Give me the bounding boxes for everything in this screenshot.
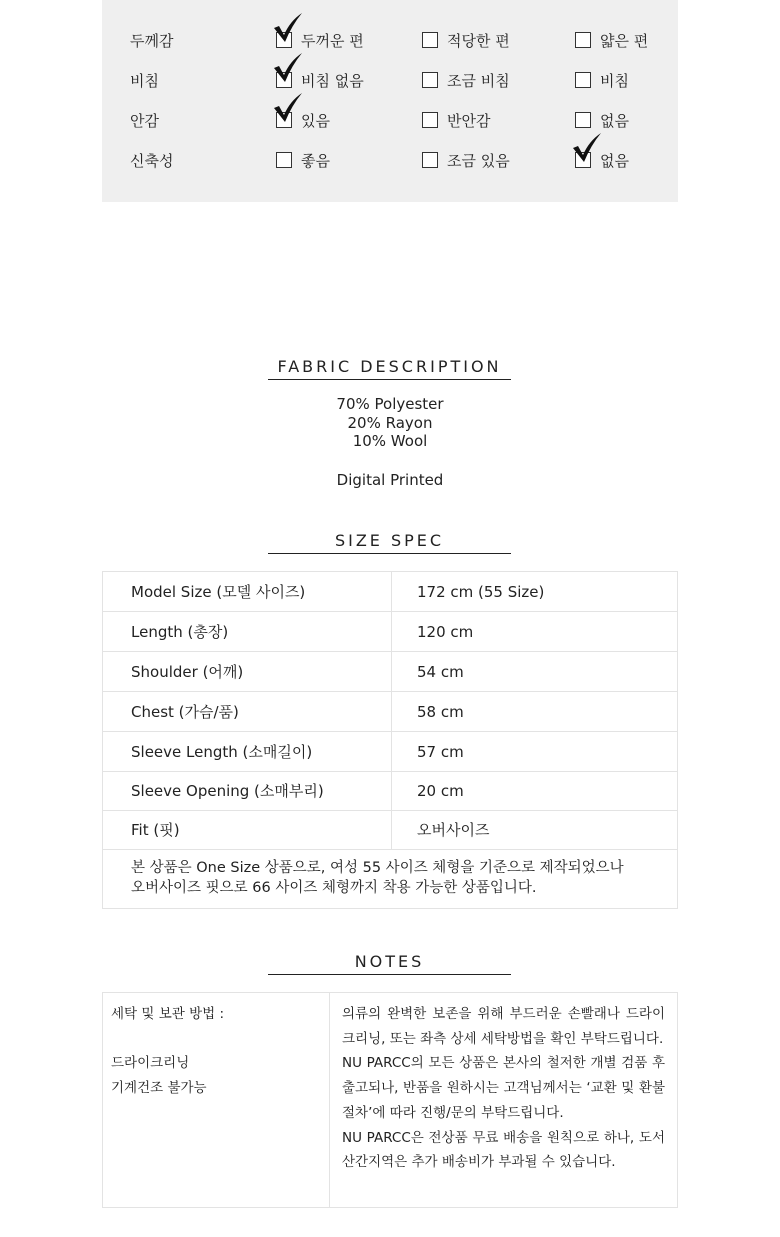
attribute-label: 비침: [130, 72, 159, 90]
table-row: [103, 732, 677, 772]
fabric-attributes-panel: [102, 0, 678, 202]
size-key: Sleeve Opening (소매부리): [131, 782, 324, 800]
attribute-label: 안감: [130, 112, 159, 130]
notes-table: [102, 992, 678, 1208]
attribute-label: 신축성: [130, 152, 174, 170]
size-value: 54 cm: [417, 663, 464, 681]
size-spec-title: SIZE SPEC: [268, 531, 511, 554]
checkmark-icon: [569, 131, 603, 165]
checkbox[interactable]: [575, 32, 591, 48]
care-title: 세탁 및 보관 방법 :: [111, 1006, 225, 1022]
notes-paragraph: NU PARCC의 모든 상품은 본사의 철저한 개별 검품 후 출고되나, 반품을 원하시는 고객님께서는 ‘교환 및 환불 절차’에 따라 진행/문의 부탁드립니다.: [342, 1055, 665, 1121]
size-value: 20 cm: [417, 782, 464, 800]
table-row: [103, 772, 677, 811]
size-key: Chest (가슴/품): [131, 703, 239, 721]
checkmark-icon: [270, 51, 304, 85]
notes-paragraph: 의류의 완벽한 보존을 위해 부드러운 손빨래나 드라이크리닝, 또는 좌측 상세 세탁방법을 확인 부탁드립니다.: [342, 1006, 665, 1047]
attribute-row-sheerness: 비침 비침 없음 조금 비침 비침: [102, 69, 678, 93]
fabric-line: 70% Polyester: [336, 395, 444, 413]
size-spec-table: [102, 571, 678, 909]
attribute-row-lining: 안감 있음 반안감 없음: [102, 109, 678, 133]
size-note-line: 오버사이즈 핏으로 66 사이즈 체형까지 착용 가능한 상품입니다.: [131, 880, 537, 896]
checkbox[interactable]: [422, 112, 438, 128]
fabric-line: 20% Rayon: [347, 413, 433, 432]
checkbox[interactable]: [422, 32, 438, 48]
attribute-label: 두께감: [130, 32, 174, 50]
table-row: [103, 612, 677, 652]
size-value: 120 cm: [417, 623, 474, 641]
size-value: 오버사이즈: [417, 821, 490, 839]
size-key: Model Size (모델 사이즈): [131, 583, 306, 601]
size-key: Sleeve Length (소매길이): [131, 743, 313, 761]
fabric-line: 10% Wool: [352, 432, 428, 450]
size-note-line: 본 상품은 One Size 상품으로, 여성 55 사이즈 체형을 기준으로 제작되었으나: [131, 860, 624, 876]
table-row: [103, 692, 677, 732]
size-key: Fit (핏): [131, 821, 180, 839]
care-instructions: [103, 993, 330, 1207]
size-key: Length (총장): [131, 623, 229, 641]
attribute-row-stretch: 신축성 좋음 조금 있음 없음: [102, 149, 678, 173]
size-value: 58 cm: [417, 703, 464, 721]
care-item: 기계건조 불가능: [111, 1080, 207, 1097]
table-row: [103, 572, 677, 612]
checkmark-icon: [270, 91, 304, 125]
size-value: 57 cm: [417, 743, 464, 761]
table-row: [103, 652, 677, 692]
checkbox[interactable]: [575, 112, 591, 128]
size-key: Shoulder (어깨): [131, 663, 244, 681]
checkbox[interactable]: [422, 72, 438, 88]
size-value: 172 cm (55 Size): [417, 583, 545, 601]
attribute-row-thickness: 두께감 두꺼운 편 적당한 편 얇은 편: [102, 29, 678, 53]
notes-paragraph: NU PARCC은 전상품 무료 배송을 원칙으로 하나, 도서산간지역은 추가 배송비가 부과될 수 있습니다.: [342, 1129, 665, 1171]
checkbox[interactable]: [575, 72, 591, 88]
size-note: [103, 850, 677, 908]
notes-text: [330, 993, 677, 1207]
care-item: 드라이크리닝: [111, 1055, 190, 1072]
checkbox[interactable]: [422, 152, 438, 168]
checkbox[interactable]: [276, 152, 292, 168]
table-row: [103, 811, 677, 850]
notes-title: NOTES: [268, 952, 511, 975]
fabric-print-type: Digital Printed: [336, 471, 444, 489]
checkmark-icon: [270, 11, 304, 45]
fabric-description-title: FABRIC DESCRIPTION: [268, 357, 511, 380]
fabric-composition: [190, 395, 590, 451]
